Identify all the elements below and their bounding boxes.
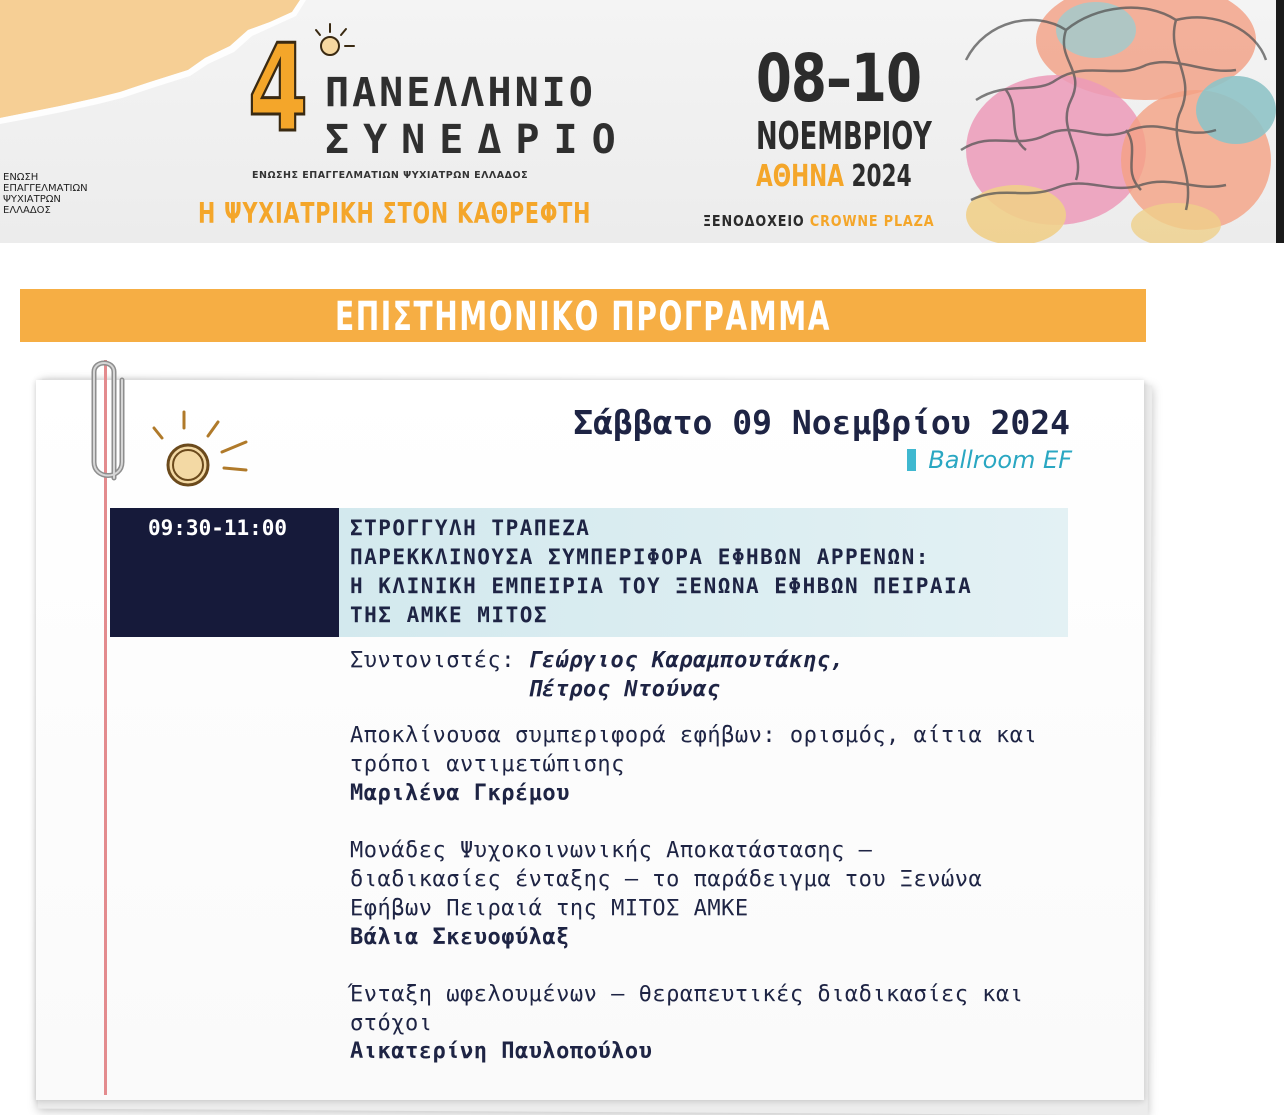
talk-speaker: Μαριλένα Γκρέμου [350, 781, 570, 806]
side-association-label [3, 172, 88, 216]
coordinator-name: Γεώργιος Καραμπουτάκης, [528, 648, 845, 673]
session-title-line: Η ΚΛΙΝΙΚΗ ΕΜΠΕΙΡΙΑ ΤΟΥ ΞΕΝΩΝΑ ΕΦΗΒΩΝ ΠΕΙΡΑΙΑ [350, 574, 973, 598]
program-title-bar [20, 289, 1146, 342]
venue-prefix: ΞΕΝΟΔΟΧΕΙΟ [703, 212, 805, 230]
conference-month: ΝΟΕΜΒΡΙΟΥ [756, 114, 932, 158]
conference-title-line1: ΠΑΝΕΛΛΗΝΙΟ [325, 70, 596, 116]
paperclip-icon [86, 350, 130, 490]
edition-number: 4 [248, 20, 309, 159]
conference-banner [0, 0, 1284, 243]
session-time: 09:30-11:00 [148, 516, 288, 540]
banner-edge [1276, 0, 1284, 243]
program-title: ΕΠΙΣΤΗΜΟΝΙΚΟ ΠΡΟΓΡΑΜΜΑ [334, 294, 832, 340]
talk-title-line: Εφήβων Πειραιά της ΜΙΤΟΣ ΑΜΚΕ [350, 896, 749, 921]
coordinators-label: Συντονιστές: [350, 648, 515, 673]
conference-slogan: Η ΨΥΧΙΑΤΡΙΚΗ ΣΤΟΝ ΚΑΘΡΕΦΤΗ [198, 197, 592, 230]
side-association-line: ΕΝΩΣΗ [3, 172, 39, 183]
sun-doodle-icon [308, 20, 368, 70]
room-name: Ballroom EF [928, 446, 1072, 474]
conference-dates: 08–10 [756, 40, 922, 117]
venue-name: CROWNE PLAZA [809, 212, 935, 230]
side-association-line: ΕΠΑΓΓΕΛΜΑΤΙΩΝ [3, 183, 88, 194]
sun-doodle-icon [148, 400, 258, 500]
conference-year: 2024 [851, 159, 912, 194]
city-name: ΑΘΗΝΑ [756, 159, 844, 194]
talk-title-line: διαδικασίες ένταξης – το παράδειγμα του Ξενώνα [350, 867, 983, 892]
session-title-line: ΤΗΣ ΑΜΚΕ ΜΙΤΟΣ [350, 603, 549, 627]
coordinator-name: Πέτρος Ντούνας [528, 677, 721, 702]
talk-title-line: Ένταξη ωφελουμένων – θεραπευτικές διαδικασίες και [350, 982, 1024, 1007]
association-name: ΕΝΩΣΗΣ ΕΠΑΓΓΕΛΜΑΤΙΩΝ ΨΥΧΙΑΤΡΩΝ ΕΛΛΑΔΟΣ [252, 170, 529, 181]
day-title: Σάββατο 09 Νοεμβρίου 2024 [573, 403, 1070, 442]
side-association-line: ΕΛΛΑΔΟΣ [3, 205, 51, 216]
conference-location [756, 159, 912, 194]
room-label [907, 446, 1072, 474]
talk-title-line: στόχοι [350, 1011, 433, 1036]
room-marker [907, 449, 916, 471]
venue [703, 212, 934, 230]
talk-speaker: Αικατερίνη Παυλοπούλου [350, 1039, 653, 1064]
session-title-line: ΣΤΡΟΓΓΥΛΗ ΤΡΑΠΕΖΑ [350, 516, 591, 540]
talk-title-line: τρόποι αντιμετώπισης [350, 752, 625, 777]
talk-speaker: Βάλια Σκευοφύλαξ [350, 925, 570, 950]
side-association-line: ΨΥΧΙΑΤΡΩΝ [3, 194, 61, 205]
brain-illustration [946, 0, 1276, 243]
conference-title-line2: ΣΥΝΕΔΡΙΟ [325, 117, 630, 163]
session-title-line: ΠΑΡΕΚΚΛΙΝΟΥΣΑ ΣΥΜΠΕΡΙΦΟΡΑ ΕΦΗΒΩΝ ΑΡΡΕΝΩΝ: [350, 545, 930, 569]
talk-title-line: Αποκλίνουσα συμπεριφορά εφήβων: ορισμός, αίτια και [350, 723, 1038, 748]
talk-title-line: Μονάδες Ψυχοκοινωνικής Αποκατάστασης – [350, 838, 873, 863]
